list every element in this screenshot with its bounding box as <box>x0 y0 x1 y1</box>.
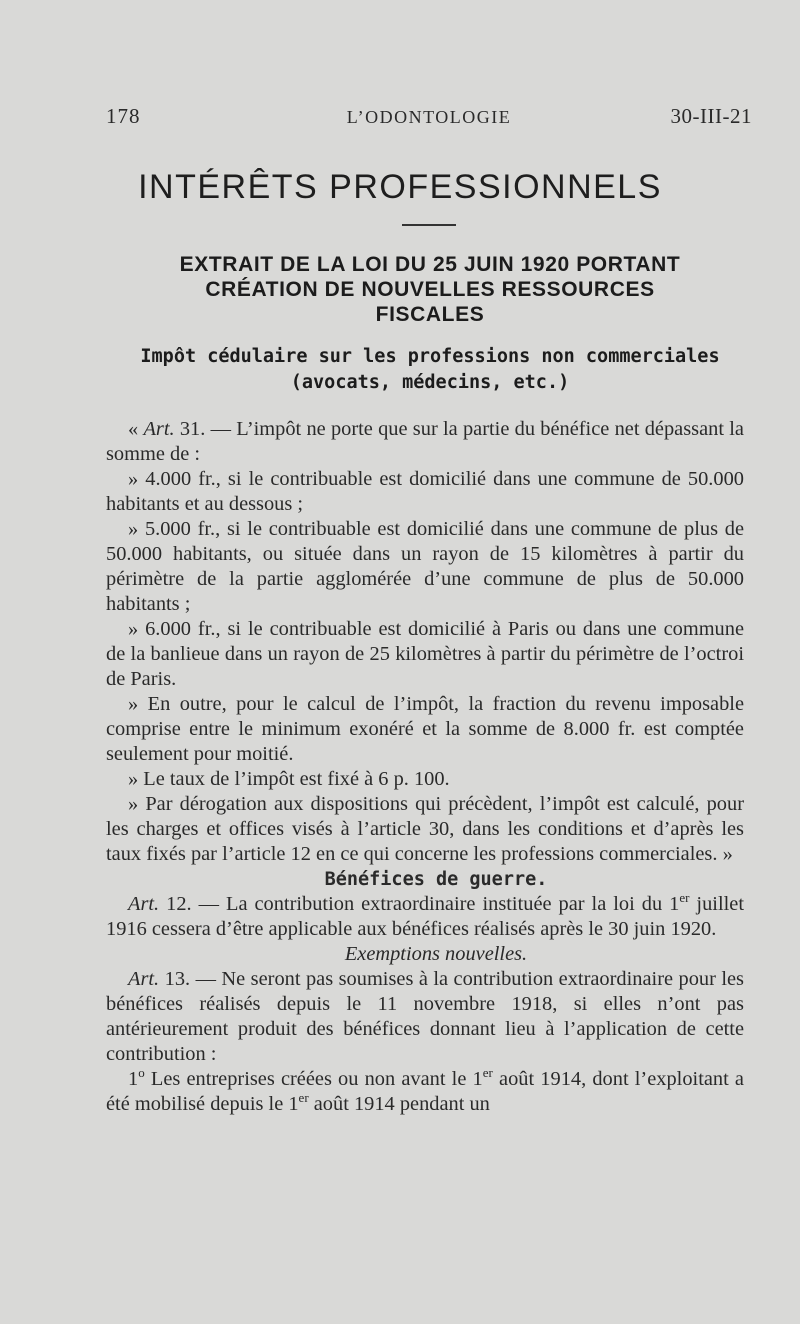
benefices-heading: Bénéfices de guerre. <box>324 869 548 890</box>
issue-date: 30-III-21 <box>670 104 752 128</box>
art31-paragraph-5: » Le taux de l’impôt est fixé à 6 p. 100. <box>128 768 450 790</box>
art13-item-1: 1$^o$ Les entreprises créées ou non avant le 1er août 1914, dont l’exploitant a été mobilisé depuis le 1er août 1914 pendant un <box>106 1065 744 1115</box>
article-label: Art. <box>128 893 160 915</box>
headline-line-3: FISCALES <box>375 303 485 326</box>
article-label: Art. <box>143 418 175 440</box>
art31-intro: « Art. 31. — L’impôt ne porte que sur la partie du bénéfice net dépassant la somme de : <box>106 418 744 465</box>
article-subhead <box>100 344 760 396</box>
art31-paragraph-2: » 5.000 fr., si le contribuable est domicilié dans une commune de plus de 50.000 habitants, ou située dans un rayon de 15 kilomètres à partir du périmètre de la partie agglomérée d’une commune de plus de 50.000 habitants ; <box>106 518 744 615</box>
subhead-line-2: (avocats, médecins, etc.) <box>290 372 570 393</box>
art31-paragraph-3: » 6.000 fr., si le contribuable est domicilié à Paris ou dans une commune de la banlieue dans un rayon de 25 kilomètres à partir du périmètre de l’octroi de Paris. <box>106 618 744 690</box>
art12-paragraph: Art. 12. — La contribution extraordinaire instituée par la loi du 1er juillet 1916 cessera d’être applicable aux bénéfices réalisés après le 30 juin 1920. <box>106 890 744 940</box>
headline-line-1: EXTRAIT DE LA LOI DU 25 JUIN 1920 PORTANT <box>179 253 681 276</box>
art31-paragraph-1: » 4.000 fr., si le contribuable est domicilié dans une commune de 50.000 habitants et au dessous ; <box>106 468 744 515</box>
title-rule <box>402 224 456 226</box>
art31-paragraph-6: » Par dérogation aux dispositions qui précèdent, l’impôt est calculé, pour les charges et offices visés à l’article 30, dans les conditions et d’après les taux fixés par l’article 12 en ce qui concerne les professions commerciales. » <box>106 793 744 865</box>
headline-line-2: CRÉATION DE NOUVELLES RESSOURCES <box>205 278 655 301</box>
art13-paragraph: Art. 13. — Ne seront pas soumises à la contribution extraordinaire pour les bénéfices réalisés depuis le 11 novembre 1918, si elles n’ont pas antérieurement produit des bénéfices donnant lieu à l’application de cette contribution : <box>106 968 744 1065</box>
page-number: 178 <box>106 104 141 128</box>
subhead-line-1: Impôt cédulaire sur les professions non commerciales <box>140 346 720 367</box>
article-headline <box>100 252 760 327</box>
exemptions-heading: Exemptions nouvelles. <box>344 943 528 965</box>
article-label: Art. <box>128 968 160 990</box>
section-title: INTÉRÊTS PROFESSIONNELS <box>138 168 662 206</box>
body-text <box>106 417 744 1117</box>
art31-paragraph-4: » En outre, pour le calcul de l’impôt, la fraction du revenu imposable comprise entre le minimum exonéré et la somme de 8.000 fr. est comptée seulement pour moitié. <box>106 693 744 765</box>
journal-title: L’ODONTOLOGIE <box>346 107 512 127</box>
running-head <box>106 104 752 132</box>
